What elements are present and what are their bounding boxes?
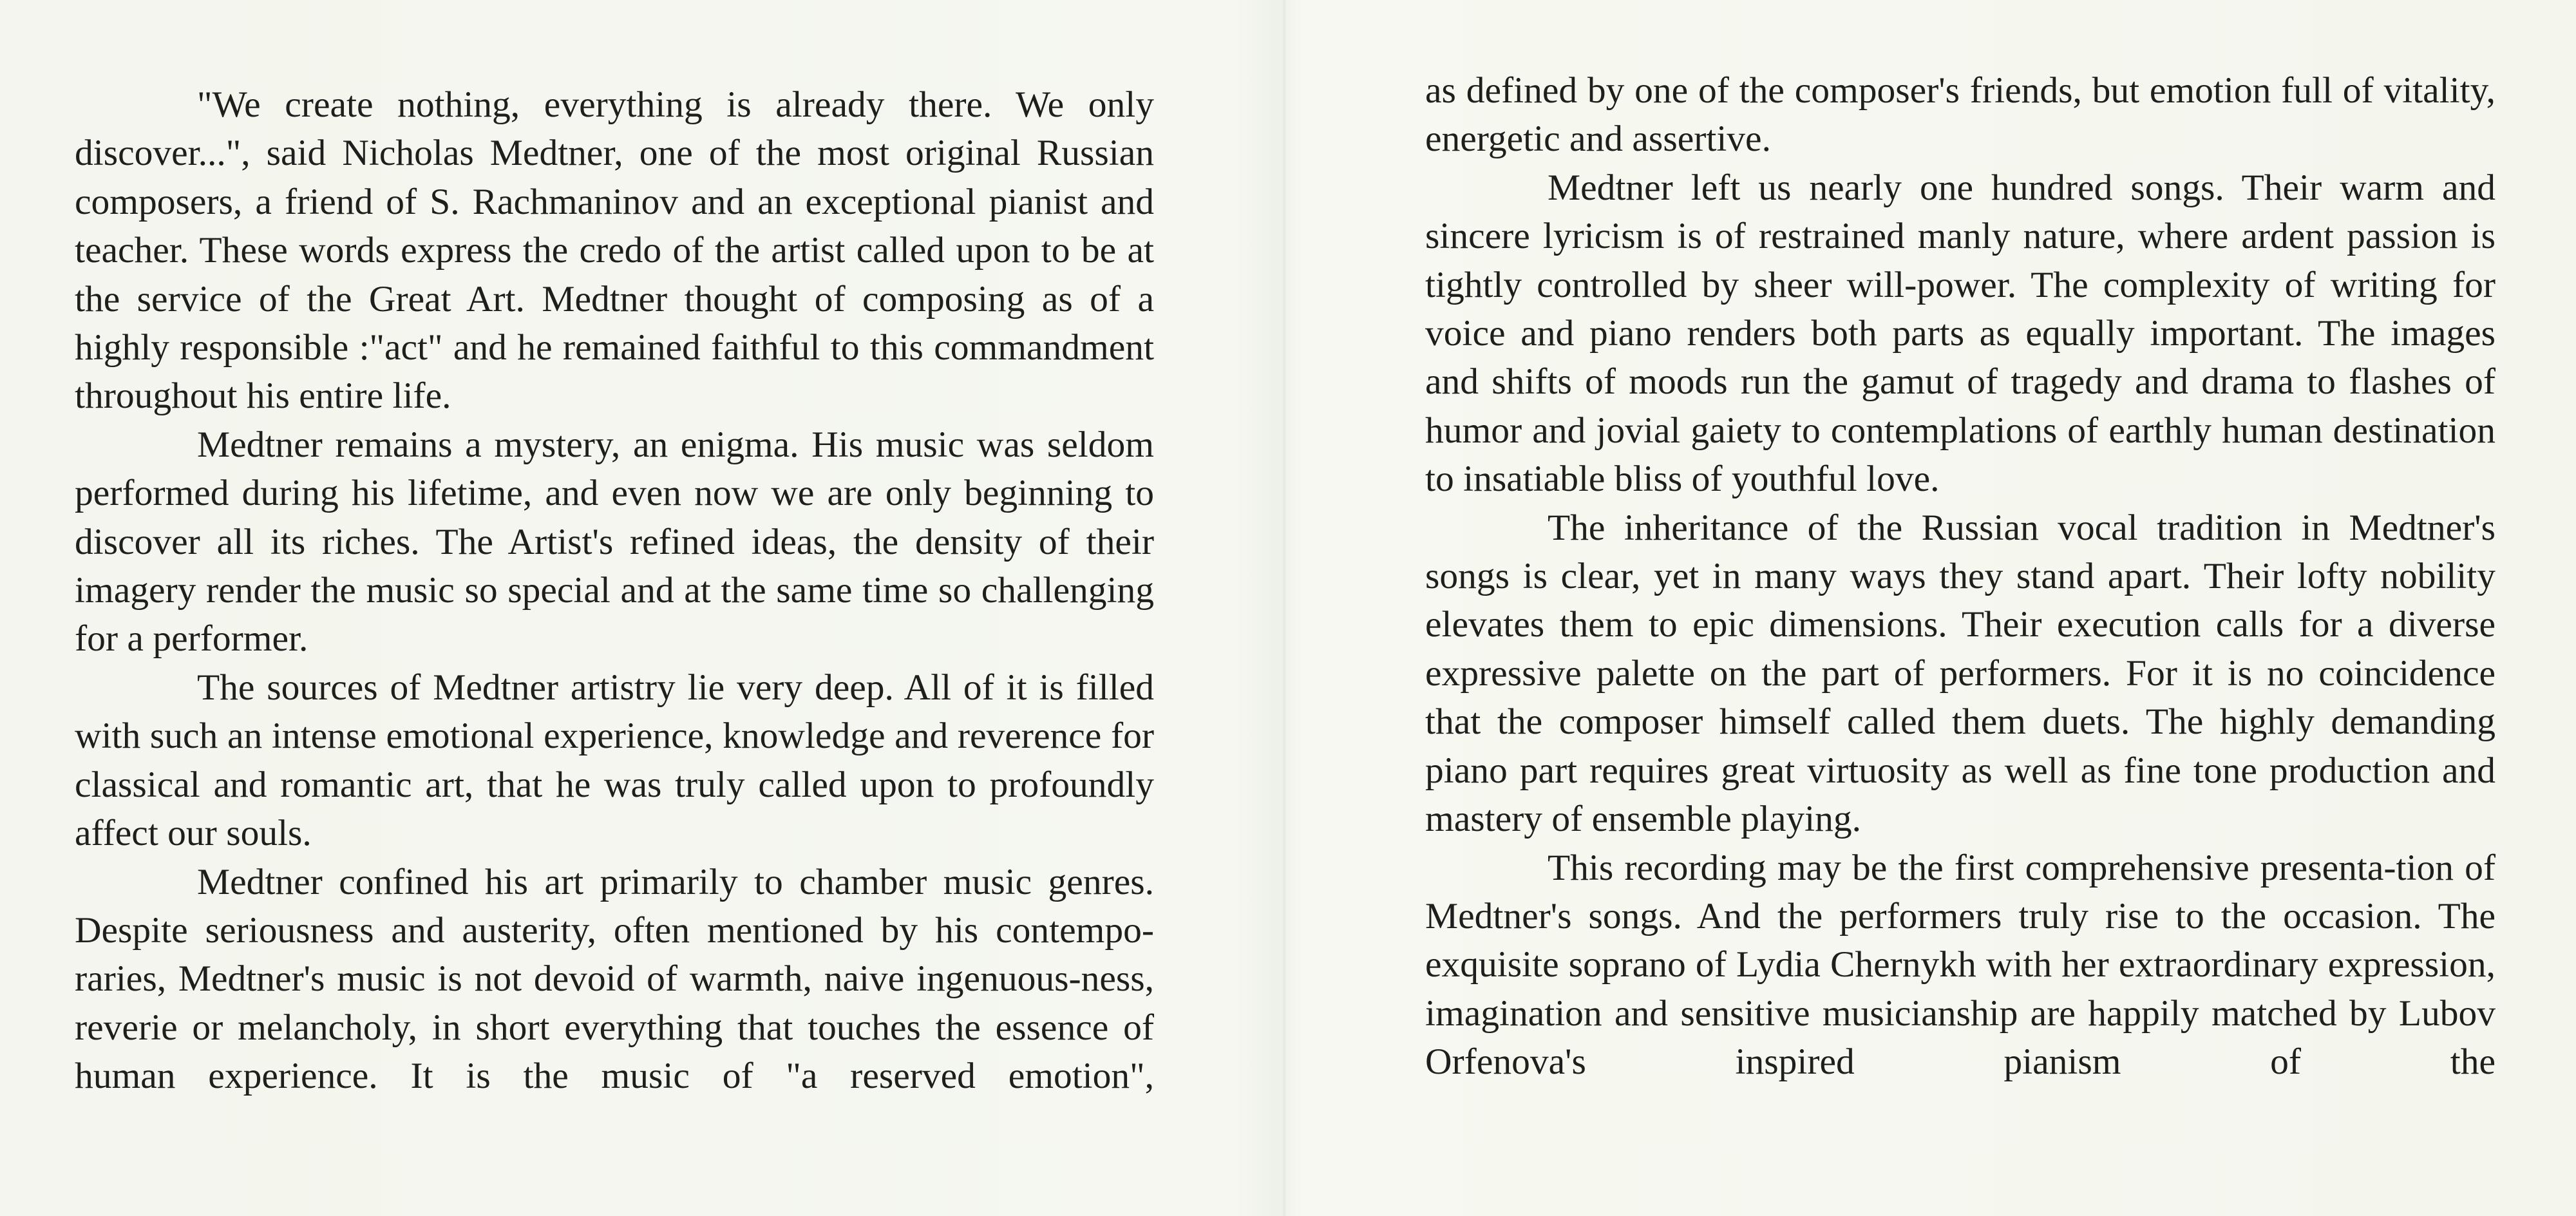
right-paragraph-2: Medtner left us nearly one hundred songs. Their warm and sincere lyricism is of restrained manly nature, where ardent passion is tightly controlled by sheer will-power. The complexity of writing for voice and piano renders both parts as equally important. The images and shifts of moods run the gamut of tragedy and drama to flashes of humor and jovial gaiety to contemplations of earthly human destination to insatiable bliss of youthful love. <box>1425 167 2496 500</box>
left-paragraph-1: "We create nothing, everything is already there. We only discover...", said Nicholas Medtner, one of the most original Russian composers, a friend of S. Rachmaninov and an exceptional pianist and teacher. These words express the credo of the artist called upon to be at the service of the Great Art. Medtner thought of composing as of a highly responsible :"act" and he remained faithful to this commandment throughout his entire life. <box>75 84 1154 417</box>
right-paragraph-1: as defined by one of the composer's friends, but emotion full of vitality, energetic and assertive. <box>1425 70 2496 160</box>
left-paragraph-3: The sources of Medtner artistry lie very deep. All of it is filled with such an intense emotional experience, knowledge and reverence for classical and romantic art, that he was truly called upon to profoundly affect our souls. <box>75 667 1154 854</box>
left-page <box>0 0 1285 1216</box>
right-text-column <box>1425 66 2496 1087</box>
right-paragraph-4: This recording may be the first comprehensive presenta-tion of Medtner's songs. And the performers truly rise to the occasion. The exquisite soprano of Lydia Chernykh with her extraordinary expression, imagination and sensitive musicianship are happily matched by Lubov Orfenova's inspired pianism of the <box>1425 847 2496 1083</box>
left-paragraph-2: Medtner remains a mystery, an enigma. His music was seldom performed during his lifetime, and even now we are only beginning to discover all its riches. The Artist's refined ideas, the density of their imagery render the music so special and at the same time so challenging for a performer. <box>75 424 1154 660</box>
left-paragraph-4: Medtner confined his art primarily to chamber music genres. Despite seriousness and austerity, often mentioned by his contempo-raries, Medtner's music is not devoid of warmth, naive ingenuous-ness, reverie or melancholy, in short everything that touches the essence of human experience. It is the music of "a reserved emotion", <box>75 861 1154 1097</box>
right-paragraph-3: The inheritance of the Russian vocal tradition in Medtner's songs is clear, yet in many ways they stand apart. Their lofty nobility elevates them to epic dimensions. Their execution calls for a diverse expressive palette on the part of performers. For it is no coincidence that the composer himself called them duets. The highly demanding piano part requires great virtuosity as well as fine tone production and mastery of ensemble playing. <box>1425 507 2496 840</box>
right-page <box>1285 0 2576 1216</box>
left-text-column <box>75 81 1154 1101</box>
